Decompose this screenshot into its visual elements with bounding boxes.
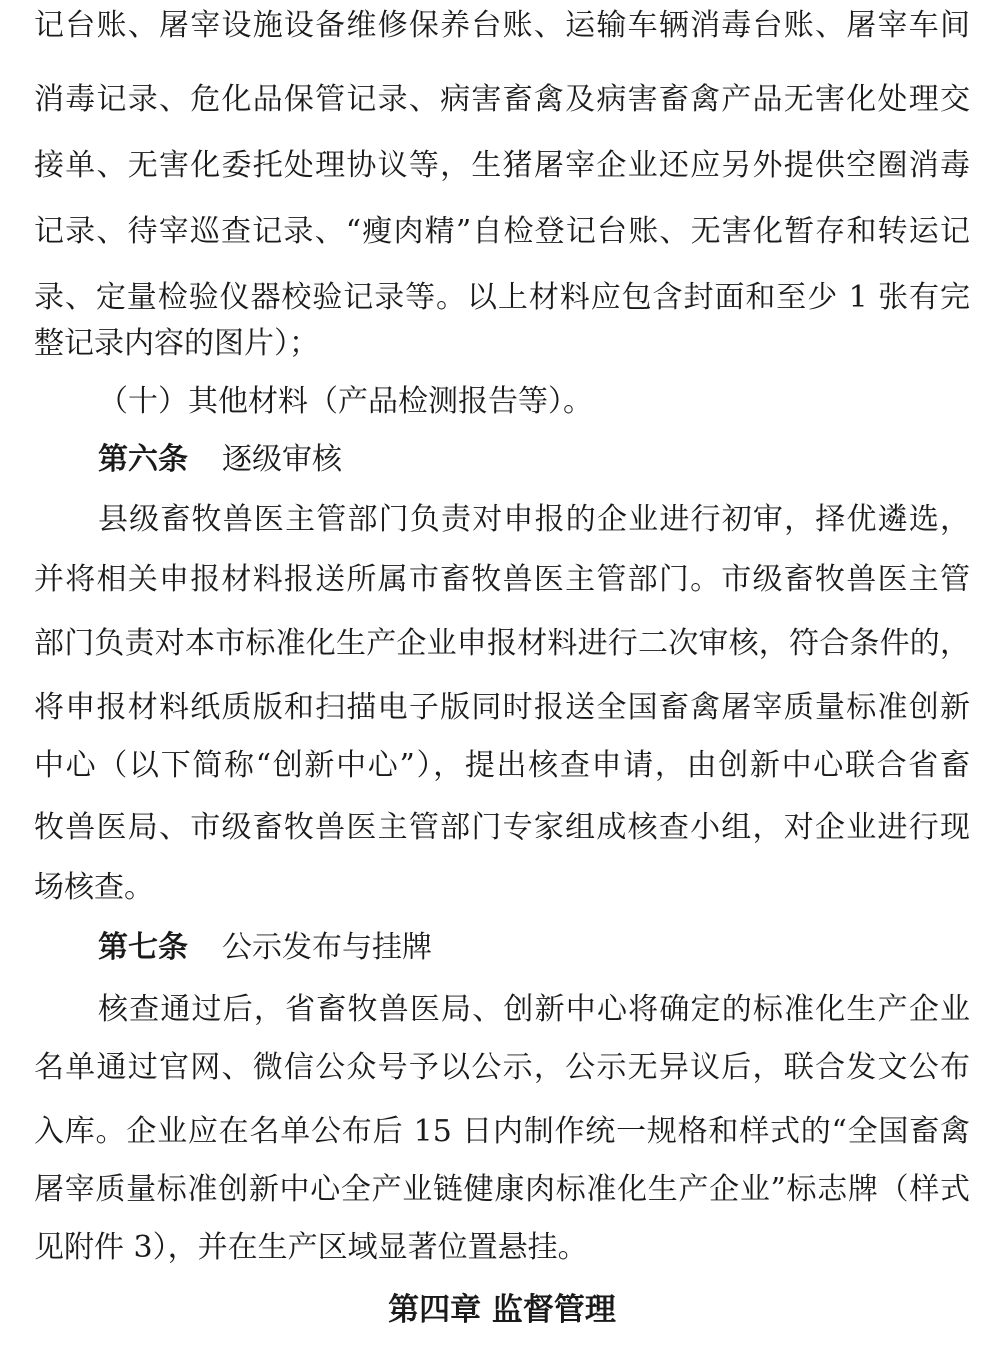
paragraph-line: 记台账、屠宰设施设备维修保养台账、运输车辆消毒台账、屠宰车间 xyxy=(34,8,970,43)
paragraph-line: 县级畜牧兽医主管部门负责对申报的企业进行初审，择优遴选， xyxy=(98,502,970,537)
paragraph-line: 将申报材料纸质版和扫描电子版同时报送全国畜禽屠宰质量标准创新 xyxy=(34,690,970,725)
list-item-ten: （十）其他材料（产品检测报告等）。 xyxy=(98,384,593,419)
article-7-label: 第七条 xyxy=(98,930,188,965)
paragraph-line: 并将相关申报材料报送所属市畜牧兽医主管部门。市级畜牧兽医主管 xyxy=(34,562,970,597)
paragraph-line: 部门负责对本市标准化生产企业申报材料进行二次审核，符合条件的， xyxy=(34,626,970,661)
article-7-heading xyxy=(98,928,970,968)
article-7-title: 公示发布与挂牌 xyxy=(222,930,432,965)
paragraph-line: 名单通过官网、微信公众号予以公示，公示无异议后，联合发文公布 xyxy=(34,1050,970,1085)
article-6-heading xyxy=(98,440,970,480)
paragraph-line: 记录、待宰巡查记录、“瘦肉精”自检登记台账、无害化暂存和转运记 xyxy=(34,214,970,249)
paragraph-line: 核查通过后，省畜牧兽医局、创新中心将确定的标准化生产企业 xyxy=(98,992,970,1027)
paragraph-line: 录、定量检验仪器校验记录等。以上材料应包含封面和至少 1 张有完 xyxy=(34,280,970,315)
paragraph-line: 牧兽医局、市级畜牧兽医主管部门专家组成核查小组，对企业进行现 xyxy=(34,810,970,845)
article-6-title: 逐级审核 xyxy=(222,442,342,477)
paragraph-line: 中心（以下简称“创新中心”），提出核查申请，由创新中心联合省畜 xyxy=(34,748,970,783)
article-6-label: 第六条 xyxy=(98,442,188,477)
chapter-4-heading: 第四章 监督管理 xyxy=(388,1292,616,1328)
paragraph-line: 接单、无害化委托处理协议等，生猪屠宰企业还应另外提供空圈消毒 xyxy=(34,148,970,183)
paragraph-line: 屠宰质量标准创新中心全产业链健康肉标准化生产企业”标志牌（样式 xyxy=(34,1172,970,1207)
paragraph-line: 场核查。 xyxy=(34,870,154,905)
paragraph-line: 消毒记录、危化品保管记录、病害畜禽及病害畜禽产品无害化处理交 xyxy=(34,82,970,117)
paragraph-line: 入库。企业应在名单公布后 15 日内制作统一规格和样式的“全国畜禽 xyxy=(34,1114,970,1149)
paragraph-line: 整记录内容的图片）； xyxy=(34,326,319,361)
paragraph-line: 见附件 3），并在生产区域显著位置悬挂。 xyxy=(34,1230,588,1265)
